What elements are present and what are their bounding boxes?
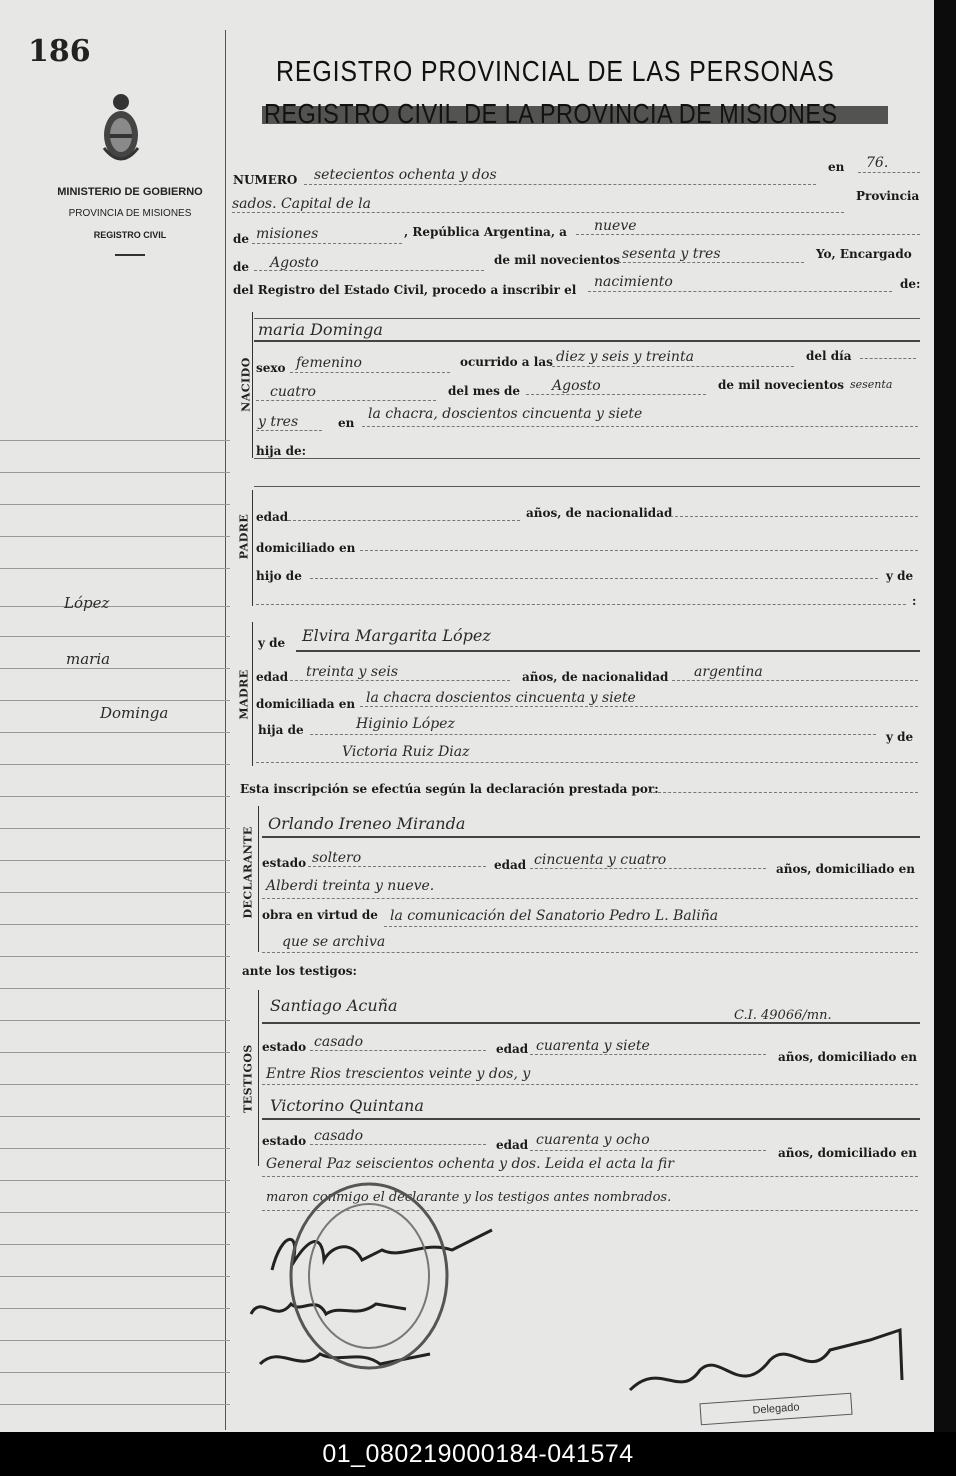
madre-madre-value: Victoria Ruiz Diaz [342,744,470,760]
margin-rule [0,1084,230,1085]
page-number: 186 [28,34,91,69]
day-line [576,234,920,235]
en-label: en [828,160,845,174]
hija-line [254,458,920,459]
margin-name-2: Dominga [100,704,169,722]
margin-rule [0,732,230,733]
month-line [254,270,484,271]
month-value: Agosto [270,255,319,271]
inscripcion-line [648,792,918,793]
hora-line [552,366,794,367]
margin-rule [0,828,230,829]
testigo1-dom-label: años, domiciliado en [778,1050,917,1064]
testigo1-edad-label: edad [496,1042,529,1056]
ministry-underline [115,254,145,256]
testigo1-doc: C.I. 49066/mn. [734,1008,832,1023]
declarante-dom-line [262,898,918,899]
obra-label: obra en virtud de [262,908,378,922]
margin-rule [0,1372,230,1373]
margin-rule [0,1212,230,1213]
place-line [232,212,844,213]
ministry-province: PROVINCIA DE MISIONES [68,208,192,219]
madre-label: MADRE [237,669,251,720]
madre-dom-line [360,706,918,707]
testigo2-estado-line [310,1144,486,1145]
province-value: misiones [256,226,319,242]
anio-cont-line [256,430,322,431]
dia-value-line [256,400,436,401]
registro-label: del Registro del Estado Civil, procedo a inscribir el [233,283,577,297]
margin-rule [0,1148,230,1149]
declarante-estado-value: soltero [312,850,362,866]
testigo1-edad-value: cuarenta y siete [536,1038,650,1054]
padre-top-rule [254,486,920,487]
day-value: nueve [594,218,637,234]
testigo2-estado-value: casado [314,1128,364,1144]
margin-rule [0,1116,230,1117]
testigo1-dom-line [262,1084,918,1085]
nacido-label: NACIDO [239,357,253,412]
madre-madre-line [256,762,918,763]
madre-nac-label: años, de nacionalidad [522,670,669,684]
margin-rule [0,1308,230,1309]
nacido-name: maria Dominga [258,320,383,339]
margin-name-1: maria [66,650,111,668]
margin-divider [225,30,226,1430]
lugar-value: la chacra, doscientos cincuenta y siete [368,406,643,422]
declarante-edad-label: edad [494,858,527,872]
margin-rule [0,924,230,925]
margin-rule [0,1020,230,1021]
obra-value: la comunicación del Sanatorio Pedro L. Baliña [390,908,719,924]
en-line [858,172,920,173]
sexo-label: sexo [256,361,286,375]
hija-label: hija de: [256,444,307,458]
declarante-dom-value: Alberdi treinta y nueve. [266,878,435,894]
declarante-edad-value: cincuenta y cuatro [534,852,667,868]
testigo2-estado-label: estado [262,1134,307,1148]
testigo1-name-line [262,1022,920,1024]
madre-nac-line [672,680,918,681]
testigo1-estado-value: casado [314,1034,364,1050]
republica-label: , República Argentina, a [404,225,567,239]
mes-line [526,394,706,395]
madre-edad-label: edad [256,670,289,684]
madre-yde-label: y de [258,636,286,650]
madre-name-line [296,650,920,652]
encargado-label: Yo, Encargado [816,247,912,261]
madre-nac-value: argentina [694,664,763,680]
ministry-name: MINISTERIO DE GOBIERNO [57,186,203,198]
declarante-name-line [262,836,920,838]
ministry-registry: REGISTRO CIVIL [93,230,167,240]
madre-hija-label: hija de [258,723,304,737]
officer-stamp-label: Delegado [752,1401,800,1417]
margin-rule [0,536,230,537]
padre-hijo-line [310,578,878,579]
margin-rule [0,1180,230,1181]
margin-rule [0,472,230,473]
testigos-label: TESTIGOS [241,1044,255,1113]
footer-id: 01_080219000184-041574 [0,1432,956,1476]
madre-padre-line [310,734,876,735]
hora-value: diez y seis y treinta [556,349,694,365]
numero-line [304,184,816,185]
madre-padre-value: Higinio López [356,716,455,732]
padre-dom-label: domiciliado en [256,541,356,555]
testigo2-edad-line [530,1150,766,1151]
testigo1-dom-value: Entre Rios trescientos veinte y dos, y [266,1066,531,1082]
declarante-edad-line [530,868,766,869]
margin-rule [0,606,230,607]
margin-rule [0,668,230,669]
madre-edad-line [290,680,510,681]
testigo1-estado-label: estado [262,1040,307,1054]
declarante-estado-line [308,866,486,867]
padre-nac-line [670,516,918,517]
padre-hijo-label: hijo de [256,569,302,583]
margin-rule [0,1052,230,1053]
year-label: de mil novecientos [494,253,621,267]
margin-rule [0,1244,230,1245]
padre-nac-label: años, de nacionalidad [526,506,673,520]
margin-rule [0,1340,230,1341]
madre-name: Elvira Margarita López [302,626,491,645]
nacido-name-line [254,340,920,342]
padre-bracket [252,490,253,606]
testigo2-name: Victorino Quintana [270,1096,424,1115]
dia-label: del día [806,349,852,363]
anio-cont: y tres [258,414,299,430]
testigo1-edad-line [530,1054,766,1055]
declarante-dom-label: años, domiciliado en [776,862,915,876]
closing-text: maron conmigo el declarante y los testigos antes nombrados. [266,1190,672,1205]
place-value: sados. Capital de la [232,196,371,212]
madre-dom-value: la chacra doscientos cincuenta y siete [366,690,636,706]
padre-yde-label: y de [886,569,914,583]
padre-dom-line [360,550,918,551]
de-colon-label: de: [900,277,921,291]
margin-rule [0,440,230,441]
margin-rule [0,1276,230,1277]
official-seal-icon [284,1176,454,1376]
dia-value: cuatro [270,384,316,400]
obra-cont-line [262,952,918,953]
margin-rule [0,1404,230,1405]
testigos-bracket [258,990,259,1166]
lugar-line [362,426,918,427]
testigo1-estado-line [310,1050,486,1051]
madre-bracket [252,622,253,766]
madre-yde-label-2: y de [886,730,914,744]
margin-rule [0,764,230,765]
obra-line [384,926,918,927]
margin-rule [0,636,230,637]
madre-dom-label: domiciliada en [256,697,356,711]
coat-of-arms-icon [98,90,144,170]
year-value: sesenta y tres [622,246,721,262]
mes-label: del mes de [448,384,521,398]
dia-line [860,358,916,359]
act-value: nacimiento [594,274,673,290]
sexo-line [290,372,450,373]
margin-rule [0,504,230,505]
declarante-estado-label: estado [262,856,307,870]
madre-edad-value: treinta y seis [306,664,399,680]
provincia-label: Provincia [856,189,920,203]
testigos-intro-label: ante los testigos: [242,964,357,978]
margin-rule [0,988,230,989]
anio-value: sesenta [850,378,893,391]
anio-label: de mil novecientos [718,378,845,392]
act-line [588,291,892,292]
margin-rule [0,568,230,569]
nacido-top-rule [254,318,920,319]
numero-label: NUMERO [233,173,298,187]
margin-rule [0,860,230,861]
margin-surname: López [64,594,110,612]
de-label-2: de [233,260,250,274]
declarante-label: DECLARANTE [241,826,255,919]
obra-cont: que se archiva [282,934,386,950]
testigo1-name: Santiago Acuña [270,996,398,1015]
inscripcion-label: Esta inscripción se efectúa según la declaración prestada por: [240,782,659,796]
margin-rule [0,700,230,701]
province-line [252,243,402,244]
testigo2-name-line [262,1118,920,1120]
sexo-value: femenino [296,355,362,371]
padre-colon: : [912,594,917,608]
lugar-label: en [338,416,355,430]
en-value: 76. [866,155,889,171]
mes-value: Agosto [552,378,601,394]
title-strikethrough [262,106,888,124]
padre-label: PADRE [237,513,251,560]
testigo2-dom-value: General Paz seiscientos ochenta y dos. Leida el acta la fir [266,1156,674,1172]
margin-rule [0,956,230,957]
padre-edad-label: edad [256,510,289,524]
margin-rule [0,796,230,797]
declarante-name: Orlando Ireneo Miranda [268,814,466,833]
padre-edad-line [288,520,520,521]
testigo2-edad-value: cuarenta y ocho [536,1132,650,1148]
margin-rule [0,892,230,893]
year-line [618,262,804,263]
testigo2-edad-label: edad [496,1138,529,1152]
testigo2-dom-label: años, domiciliado en [778,1146,917,1160]
declarante-bracket [258,806,259,952]
hora-label: ocurrido a las [460,355,553,369]
numero-value: setecientos ochenta y dos [314,167,497,183]
de-label: de [233,232,250,246]
scan-edge [934,0,956,1432]
document-title: REGISTRO PROVINCIAL DE LAS PERSONAS [276,56,835,88]
padre-yde-line [256,604,906,605]
